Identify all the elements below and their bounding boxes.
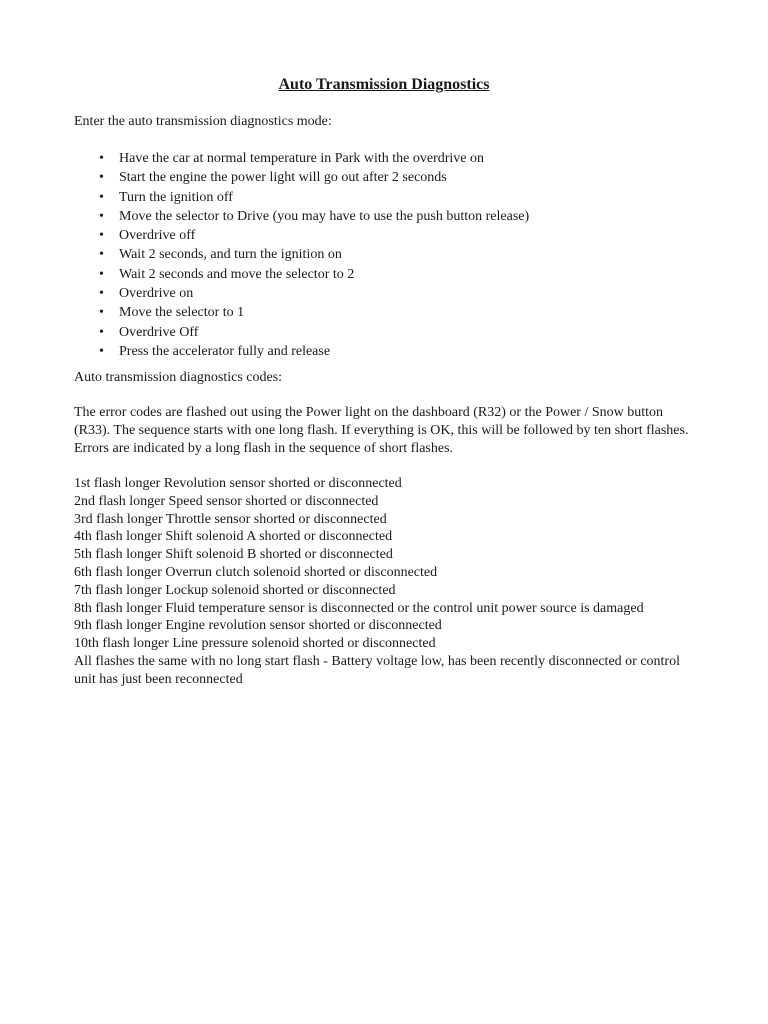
bullet-icon: • xyxy=(99,343,104,359)
step-item xyxy=(74,207,714,226)
bullet-icon: • xyxy=(99,266,104,282)
flash-code-item: 10th flash longer Line pressure solenoid shorted or disconnected xyxy=(74,636,436,652)
step-item xyxy=(74,245,714,264)
bullet-icon: • xyxy=(99,247,104,263)
flash-code-item: 3rd flash longer Throttle sensor shorted or disconnected xyxy=(74,511,387,527)
flash-codes-list xyxy=(74,475,694,689)
flash-code-item: 2nd flash longer Speed sensor shorted or disconnected xyxy=(74,493,379,509)
step-text: Move the selector to Drive (you may have to use the push button release) xyxy=(119,208,530,224)
step-item xyxy=(74,265,714,284)
flash-code-item: 1st flash longer Revolution sensor shorted or disconnected xyxy=(74,476,402,491)
bullet-icon: • xyxy=(99,286,104,302)
step-item xyxy=(74,168,714,187)
step-text: Start the engine the power light will go out after 2 seconds xyxy=(119,170,447,186)
flash-code-item: 6th flash longer Overrun clutch solenoid shorted or disconnected xyxy=(74,564,438,580)
intro-text: Enter the auto transmission diagnostics mode: xyxy=(74,114,332,129)
step-item xyxy=(74,323,714,342)
step-text: Move the selector to 1 xyxy=(119,305,245,321)
step-text: Have the car at normal temperature in Park with the overdrive on xyxy=(119,151,485,166)
bullet-icon: • xyxy=(99,189,104,205)
step-text: Wait 2 seconds, and turn the ignition on xyxy=(119,247,342,263)
step-text: Turn the ignition off xyxy=(119,189,233,205)
step-text: Overdrive off xyxy=(119,228,196,244)
steps-list xyxy=(74,149,714,361)
bullet-icon: • xyxy=(99,151,104,166)
bullet-icon: • xyxy=(99,305,104,321)
step-item xyxy=(74,342,714,361)
bullet-icon: • xyxy=(99,228,104,244)
step-text: Overdrive on xyxy=(119,286,194,302)
flash-code-item: 4th flash longer Shift solenoid A shorted or disconnected xyxy=(74,529,393,545)
step-text: Overdrive Off xyxy=(119,324,199,340)
bullet-icon: • xyxy=(99,324,104,340)
flash-code-item: 5th flash longer Shift solenoid B shorted or disconnected xyxy=(74,547,393,563)
step-item xyxy=(74,149,714,168)
step-item xyxy=(74,226,714,245)
flash-code-item: 8th flash longer Fluid temperature sensor is disconnected or the control unit power source is damaged xyxy=(74,600,644,616)
step-text: Press the accelerator fully and release xyxy=(119,343,331,359)
bullet-icon: • xyxy=(99,170,104,186)
document-title: Auto Transmission Diagnostics xyxy=(278,76,490,93)
flash-code-item: 9th flash longer Engine revolution sensor shorted or disconnected xyxy=(74,618,442,634)
step-item xyxy=(74,303,714,322)
step-item xyxy=(74,188,714,207)
step-text: Wait 2 seconds and move the selector to 2 xyxy=(119,266,355,282)
explanation-paragraph: The error codes are flashed out using the Power light on the dashboard (R32) or the Power / Snow button (R33). The sequence starts with one long flash. If everything is OK, this will be followed by ten short flashes. Errors are indicated by a long flash in the sequence of short flashes. xyxy=(74,405,689,456)
flash-code-item: All flashes the same with no long start flash - Battery voltage low, has been recently disconnected or control unit has just been reconnected xyxy=(74,653,680,687)
bullet-icon: • xyxy=(99,208,104,224)
step-item xyxy=(74,284,714,303)
codes-heading: Auto transmission diagnostics codes: xyxy=(74,370,283,385)
flash-code-item: 7th flash longer Lockup solenoid shorted or disconnected xyxy=(74,582,396,598)
